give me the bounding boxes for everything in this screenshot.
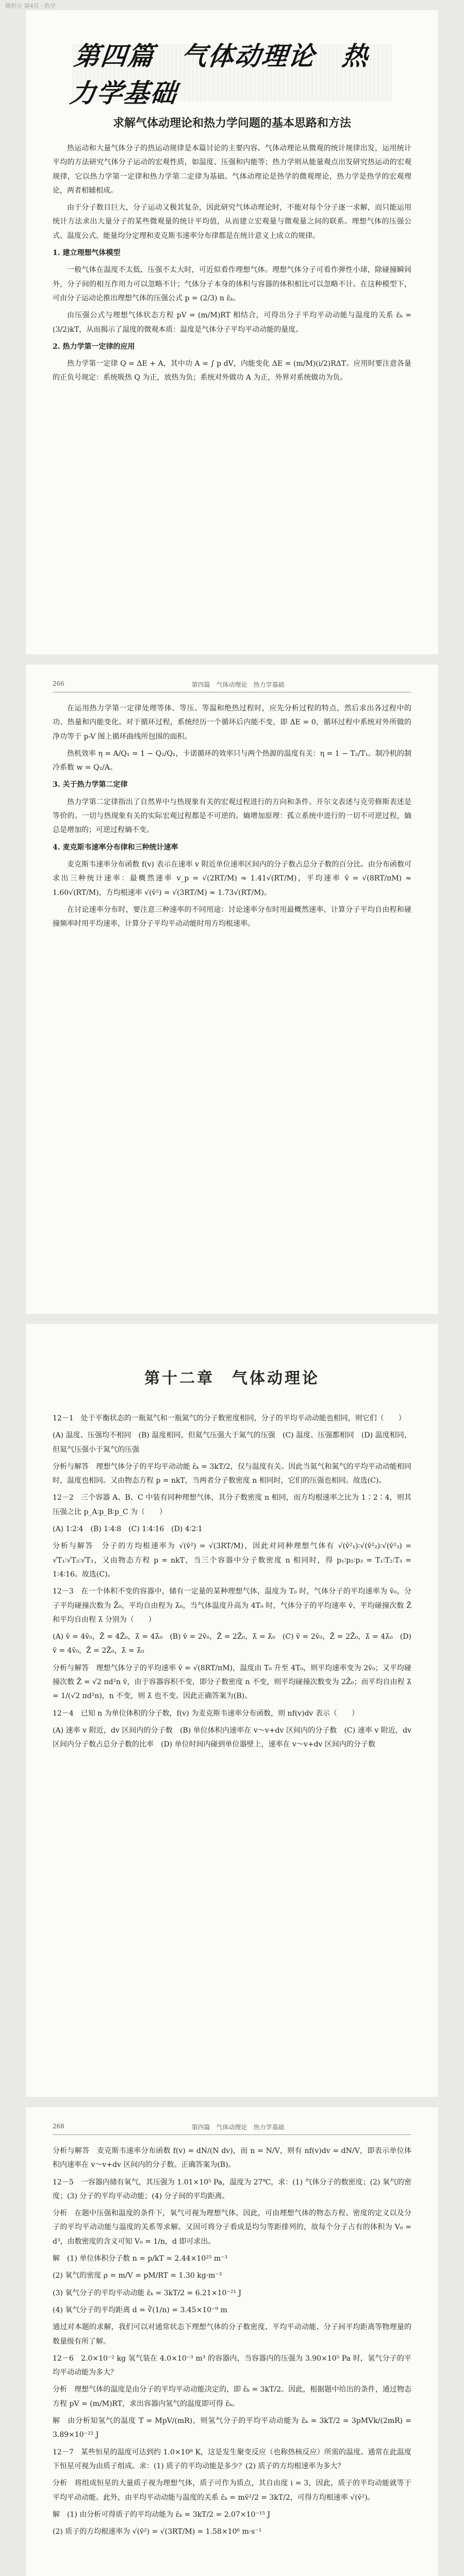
- paragraph: 由于分子数目巨大，分子运动又极其复杂，因此研究气体动理论时，不能对每个分子逐一求解，而只能运用统计方法求出大量分子的某些微观量的统计平均值，从而建立宏观量与微观量之间的联系。理想气体的压强公式、温度公式、能量均分定理和麦克斯韦速率分布律都是在统计意义上成立的规律。: [53, 204, 411, 240]
- subheading: 4. 麦克斯韦速率分布律和三种统计速率: [53, 843, 178, 852]
- solution-line: (2) 质子的方均根速率为 √(v̄²) = √(3RT/M) = 1.58×10⁶ m·s⁻¹: [53, 2528, 262, 2536]
- problem-options: (A) v̄ = 4v̄₀，Z̄ = 4Z̄₀，λ̄ = 4λ̄₀ (B) v̄ = 2v̄₀，Z̄ = 2Z̄₀，λ̄ = λ̄₀ (C) v̄ = 2v̄₀，Z̄ = 2Z̄₀，λ̄ = 4λ̄₀ (D) v̄ = 4v̄₀，Z̄ = 2Z̄₀，λ̄ = λ̄₀: [53, 1633, 411, 1655]
- problem-analysis: 分析 理想气体的温度是由分子的平均平动动能决定的，即 ε̄ₖ = 3kT/2。因此，根据题中给出的条件，通过物态方程 pV = (m/M)RT，求出容器内氢气的温度即可得 ε̄ₖ。: [53, 2385, 411, 2408]
- problem-text: 12－4 已知 n 为单位体积的分子数，f(v) 为麦克斯韦速率分布函数，则 nf(v)dv 表示（ ）: [53, 1709, 359, 1718]
- solution-line: 解 由分析知氢气的温度 T = MpV/(mR)，则氢气分子的平均平动动能为 ε̄ₖ = 3kT/2 = 3pMVk/(2mR) = 3.89×10⁻²² J: [53, 2417, 411, 2439]
- problem-options: (A) 温度、压强均不相同 (B) 温度相同，但氦气压强大于氮气的压强 (C) 温度、压强都相同 (D) 温度相同，但氦气压强小于氮气的压强: [53, 1431, 411, 1454]
- problem-analysis: 分析 在题中压强和温度的条件下，氧气可视为理想气体。因此，可由理想气体的物态方程、密度的定义以及分子的平均平动动能与温度的关系等求解。又因可将分子看成是均匀等距排列的，故每个分子占有的体积为 V₀ = d³，由数密度的含义可知 V₀ = 1/n，d 即可求出。: [53, 2209, 411, 2246]
- page-3: [26, 1324, 438, 2097]
- page-1: [26, 10, 438, 654]
- paragraph: 热力学第一定律 Q = ΔE + A，其中功 A = ∫ p dV，内能变化 ΔE = (m/M)(i/2)RΔT。应用时要注意各量的正负号规定：系统吸热 Q 为正，放热为负；系统对外做功 A 为正，外界对系统做功为负。: [53, 360, 411, 382]
- problem-text: 12－1 处于平衡状态的一瓶氦气和一瓶氮气的分子数密度相同，分子的平均平动动能也相同，则它们（ ）: [53, 1414, 406, 1422]
- part-banner: [68, 41, 392, 108]
- page-2: [26, 665, 438, 1314]
- paragraph: 麦克斯韦速率分布函数 f(v) 表示在速率 v 附近单位速率区间内的分子数占总分子数的百分比。由分布函数可求出三种统计速率：最概然速率 v_p = √(2RT/M) ≈ 1.41√(RT/M)，平均速率 v̄ = √(8RT/πM) ≈ 1.60√(RT/M)，方均根速率 √(v̄²) = √(3RT/M) ≈ 1.73√(RT/M)。: [53, 860, 411, 897]
- problem-options: (A) 1∶2∶4 (B) 1∶4∶8 (C) 1∶4∶16 (D) 4∶2∶1: [53, 1525, 203, 1534]
- page-number: 266: [53, 680, 64, 687]
- solution-line: (3) 氧气分子的平均平动动能 ε̄ₖ = 3kT/2 = 6.21×10⁻²¹ J: [53, 2289, 242, 2297]
- paragraph: 一般气体在温度不太低、压强不太大时，可近似看作理想气体。理想气体分子可看作弹性小球，除碰撞瞬间外，分子间的相互作用力可以忽略不计；气体分子本身的体积与容器的体积相比可以忽略不计。在这种模型下，可由分子运动论推出理想气体的压强公式 p = (2/3) n ε̄ₖ。: [53, 266, 411, 302]
- subheading: 3. 关于热力学第二定律: [53, 781, 128, 789]
- paragraph: 由压强公式与理想气体状态方程 pV = (m/M)RT 相结合，可得出分子平均平动动能与温度的关系 ε̄ₖ = (3/2)kT，从而揭示了温度的微观本质：温度是气体分子平均平动动能的量度。: [53, 311, 411, 334]
- page-number: 268: [53, 2123, 64, 2130]
- paragraph: 热机效率 η = A/Q₁ = 1 − Q₂/Q₁，卡诺循环的效率只与两个热源的温度有关：η = 1 − T₂/T₁。制冷机的制冷系数 w = Q₂/A。: [53, 749, 411, 772]
- problem-answer: 分析与解答 分子的方均根速率为 √(v̄²) = √(3RT/M)，因此对同种理想气体有 √(v̄²₁)∶√(v̄²₂)∶√(v̄²₃) = √T₁∶√T₂∶√T₃，又由物态方程 p = nkT，当三个容器中分子数密度 n 相同时，得 p₁∶p₂∶p₃ = T₁∶T₂∶T₃ = 1∶4∶16。故选(C)。: [53, 1542, 411, 1579]
- problem-text: 12－7 某些恒星的温度可达到约 1.0×10⁸ K，这是发生聚变反应（也称热核反应）所需的温度。通常在此温度下恒星可视为由质子组成。求：(1) 质子的平均动能是多少？(2) 质子的方均根速率为多大？: [53, 2448, 411, 2470]
- header-title: 第四篇 气体动理论 热力学基础: [191, 681, 285, 688]
- problem-note: 通过对本题的求解，我们可以对通常状态下理想气体的分子数密度、平均平动动能、分子间平均距离等物理量的数量级有所了解。: [53, 2323, 411, 2346]
- problem-analysis: 分析 将组成恒星的大量质子视为理想气体，质子可作为质点，其自由度 i = 3，因此，质子的平均动能就等于平均平动动能。此外，由平均平动动能与温度的关系 ε̄ₖ = mv̄²/2 = 3kT/2，可得方均根速率 √(v̄²)。: [53, 2479, 411, 2502]
- paragraph: 在讨论速率分布时，要注意三种速率的不同用途：讨论速率分布时用最概然速率，计算分子平均自由程和碰撞频率时用平均速率，计算分子平均平动动能时用方均根速率。: [53, 905, 411, 928]
- chapter-title: 第十二章 气体动理论: [144, 1369, 320, 1387]
- problem-options: (A) 速率 v 附近，dv 区间内的分子数 (B) 单位体积内速率在 v～v+dv 区间内的分子数 (C) 速率 v 附近，dv 区间内分子数占总分子数的比率 (D) 单位时间内碰到单位器壁上，速率在 v～v+dv 区间内的分子数: [53, 1726, 411, 1749]
- paragraph: 在运用热力学第一定律处理等体、等压、等温和绝热过程时，应先分析过程的特点，然后求出各过程中的功、热量和内能变化。对于循环过程，系统经历一个循环后内能不变，即 ΔE = 0，循环过程中系统对外所做的净功等于 p-V 图上循环曲线所包围的面积。: [53, 704, 411, 741]
- subheading: 1. 建立理想气体模型: [53, 249, 121, 258]
- problem-text: 12－5 一容器内储有氧气，其压强为 1.01×10⁵ Pa，温度为 27℃，求：(1) 气体分子的数密度；(2) 氧气的密度；(3) 分子的平均平动动能；(4) 分子间的平均距离。: [53, 2178, 411, 2200]
- part-title: 第四篇 气体动理论 热力学基础: [68, 41, 371, 108]
- page-4: [26, 2107, 438, 2576]
- running-header: [53, 2123, 411, 2135]
- subheading: 2. 热力学第一定律的应用: [53, 342, 135, 351]
- problem-text: 12－3 在一个体积不变的容器中，储有一定量的某种理想气体，温度为 T₀ 时，气体分子的平均速率为 v̄₀，分子平均碰撞次数为 Z̄₀，平均自由程为 λ̄₀，当气体温度升高为 4T₀ 时，气体分子的平均速率 v̄、平均碰撞次数 Z̄ 和平均自由程 λ̄ 分别为（ ）: [53, 1587, 411, 1624]
- running-header: [53, 680, 411, 692]
- solution-line: (2) 氧气的密度 ρ = m/V = pM/RT = 1.30 kg·m⁻³: [53, 2272, 222, 2280]
- problem-answer: 分析与解答 理想气体分子的平均平动动能 ε̄ₖ = 3kT/2，仅与温度有关。因此当氦气和氮气的平均平动动能相同时，温度也相同。又由物态方程 p = nkT，当两者分子数密度 n 相同时，它们的压强也相同。故选(C)。: [53, 1462, 411, 1485]
- problem-answer: 分析与解答 麦克斯韦速率分布函数 f(v) = dN/(N dv)，而 n = N/V，则有 nf(v)dv = dN/V，即表示单位体积内速率在 v～v+dv 区间内的分子数。正确答案为(B)。: [53, 2147, 411, 2170]
- solution-line: (4) 氧气分子的平均距离 d = ∛(1/n) = 3.45×10⁻⁹ m: [53, 2306, 227, 2314]
- problem-text: 12－6 2.0×10⁻² kg 氢气装在 4.0×10⁻³ m³ 的容器内，当容器内的压强为 3.90×10⁵ Pa 时，氢气分子的平均平动动能为多大？: [53, 2354, 411, 2377]
- paragraph: 热运动和大量气体分子的热运动规律是本篇讨论的主要内容。气体动理论从微观的统计规律出发，运用统计平均的方法研究气体分子运动的宏观性质，如温度、压强和内能等；热力学则从能量观点出发研究热运动的宏观规律，它以热力学第一定律和热力学第二定律为基础。气体动理论是热学的微观理论，热力学是热学的宏观理论，两者相辅相成。: [53, 144, 411, 195]
- problem-text: 12－2 三个容器 A、B、C 中装有同种理想气体，其分子数密度 n 相同，而方均根速率之比为 1∶2∶4，则其压强之比 p_A∶p_B∶p_C 为（ ）: [53, 1494, 411, 1516]
- paragraph: 热力学第二定律指出了自然界中与热现象有关的宏观过程进行的方向和条件。开尔文表述与克劳修斯表述是等价的。一切与热现象有关的实际宏观过程都是不可逆的。熵增加原理：孤立系统中进行的一切不可逆过程，熵总是增加的；可逆过程熵不变。: [53, 798, 411, 835]
- solution-line: 解 (1) 单位体积分子数 n = p/kT = 2.44×10²⁵ m⁻³: [53, 2255, 228, 2263]
- header-title: 第四篇 气体动理论 热力学基础: [191, 2124, 285, 2131]
- problem-answer: 分析与解答 理想气体分子的平均速率 v̄ = √(8RT/πM)，温度由 T₀ 升至 4T₀，则平均速率变为 2v̄₀；又平均碰撞次数 Z̄ = √2 πd²n v̄，由于容器容积不变，即分子数密度 n 不变，则平均碰撞次数变为 2Z̄₀；而平均自由程 λ̄ = 1/(√2 πd²n)，n 不变，则 λ̄ 也不变。因此正确答案为(B)。: [53, 1664, 411, 1701]
- section-title: 求解气体动理论和热力学问题的基本思路和方法: [112, 116, 351, 130]
- top-bar: 微积分 第4页 · 热学: [5, 3, 56, 9]
- solution-line: 解 (1) 由分析可得质子的平均动能为 ε̄ₖ = 3kT/2 = 2.07×10⁻¹⁵ J: [53, 2510, 271, 2519]
